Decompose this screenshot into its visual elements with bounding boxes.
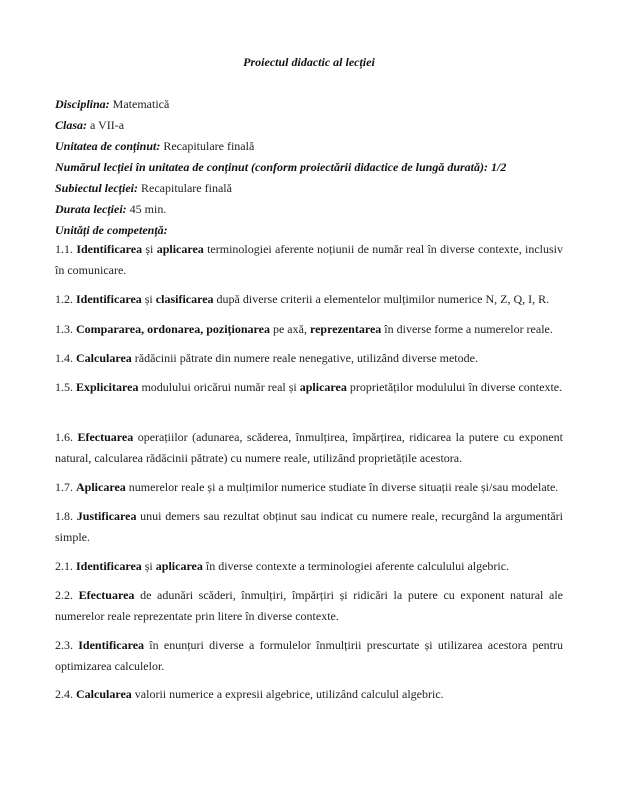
field-disciplina bbox=[55, 96, 169, 112]
competency-keyword: Identificarea bbox=[76, 559, 142, 573]
competency-text: valorii numerice a expresii algebrice, utilizând calculul algebric. bbox=[131, 687, 444, 701]
competency-keyword: Explicitarea bbox=[76, 380, 139, 394]
competency-number: 1.5. bbox=[55, 380, 76, 394]
competency-number: 2.2. bbox=[55, 588, 79, 602]
competency-keyword: Efectuarea bbox=[78, 588, 135, 602]
competency-text: proprietăților modulului în diverse contexte. bbox=[346, 380, 563, 394]
field-value: 45 min. bbox=[126, 202, 167, 216]
competency-text: și bbox=[141, 292, 156, 306]
field-label: Durata lecției: bbox=[55, 202, 127, 216]
field-label: Unități de competență: bbox=[55, 223, 168, 237]
competency-text: în diverse forme a numerelor reale. bbox=[381, 322, 553, 336]
competency-text: în diverse contexte a terminologiei aferente calculului algebric. bbox=[202, 559, 510, 573]
competency-number: 2.3. bbox=[55, 638, 79, 652]
field-numarul-lectiei bbox=[55, 159, 506, 175]
competency-keyword: Efectuarea bbox=[77, 430, 134, 444]
field-value: Matematică bbox=[109, 97, 170, 111]
competency-text: în enunțuri diverse a formulelor înmulțirii prescurtate și utilizarea acestora pentru optimizarea calculelor. bbox=[55, 638, 563, 673]
competency-item bbox=[55, 556, 563, 577]
competency-keyword: Calcularea bbox=[76, 351, 132, 365]
competency-number: 1.8. bbox=[55, 509, 77, 523]
competency-keyword: aplicarea bbox=[155, 559, 203, 573]
competency-text: numerelor reale și a mulțimilor numerice studiate în diverse situații reale și/sau modelate. bbox=[125, 480, 559, 494]
competency-item bbox=[55, 506, 563, 548]
field-durata bbox=[55, 201, 166, 217]
field-label: Numărul lecției în unitatea de conținut (conform proiectării didactice de lungă durată): 1/2 bbox=[55, 160, 507, 174]
field-unitati-competenta bbox=[55, 222, 168, 238]
competency-item bbox=[55, 239, 563, 281]
competency-text: rădăcinii pătrate din numere reale nenegative, utilizând diverse metode. bbox=[131, 351, 478, 365]
competency-keyword: aplicarea bbox=[299, 380, 347, 394]
competency-keyword: Identificarea bbox=[76, 292, 142, 306]
competency-text: de adunări scăderi, înmulțiri, împărțiri și ridicări la putere cu exponent natural ale numerelor reale reprezentate prin litere în diverse contexte. bbox=[55, 588, 564, 623]
competency-keyword: Identificarea bbox=[76, 242, 143, 256]
competency-keyword: Aplicarea bbox=[76, 480, 126, 494]
competency-number: 1.2. bbox=[55, 292, 76, 306]
competency-text: unui demers sau rezultat obținut sau indicat cu numere reale, recurgând la argumentări simple. bbox=[55, 509, 563, 544]
field-unitatea bbox=[55, 138, 254, 154]
competency-item bbox=[55, 477, 563, 498]
competency-keyword: Calcularea bbox=[76, 687, 132, 701]
competency-number: 1.4. bbox=[55, 351, 76, 365]
field-label: Unitatea de conținut: bbox=[55, 139, 161, 153]
field-label: Disciplina: bbox=[55, 97, 110, 111]
competency-number: 1.7. bbox=[55, 480, 76, 494]
competency-number: 1.3. bbox=[55, 322, 76, 336]
competency-text: terminologiei aferente noțiunii de număr real în diverse contexte, inclusiv în comunicare. bbox=[55, 242, 564, 277]
competency-text: și bbox=[141, 559, 156, 573]
competency-text: și bbox=[142, 242, 157, 256]
field-value: a VII-a bbox=[87, 118, 125, 132]
competency-text: modulului oricărui număr real și bbox=[138, 380, 300, 394]
competency-item bbox=[55, 585, 563, 627]
competency-item bbox=[55, 427, 563, 469]
competency-keyword: Justificarea bbox=[76, 509, 137, 523]
competency-item bbox=[55, 377, 563, 398]
competency-item bbox=[55, 635, 563, 677]
document-title: Proiectul didactic al lecției bbox=[243, 55, 375, 69]
competency-item bbox=[55, 319, 563, 340]
field-label: Clasa: bbox=[55, 118, 88, 132]
field-value: Recapitulare finală bbox=[138, 181, 232, 195]
competency-number: 1.6. bbox=[55, 430, 78, 444]
competency-keyword: Compararea, ordonarea, poziționarea bbox=[76, 322, 270, 336]
field-subiectul bbox=[55, 180, 232, 196]
competency-number: 1.1. bbox=[55, 242, 77, 256]
competency-text: operațiilor (adunarea, scăderea, înmulțirea, împărțirea, ridicarea la putere cu exponent natural, calcularea rădăcinii pătrate) cu numere reale, utilizând proprietățile acestora. bbox=[55, 430, 563, 465]
field-value: Recapitulare finală bbox=[160, 139, 255, 153]
competency-keyword: reprezentarea bbox=[309, 322, 382, 336]
competency-text: pe axă, bbox=[269, 322, 310, 336]
competency-number: 2.1. bbox=[55, 559, 76, 573]
competency-item bbox=[55, 348, 563, 369]
competency-item bbox=[55, 289, 563, 310]
competency-keyword: clasificarea bbox=[155, 292, 214, 306]
competency-keyword: aplicarea bbox=[156, 242, 204, 256]
competency-item bbox=[55, 684, 563, 705]
competency-keyword: Identificarea bbox=[78, 638, 145, 652]
field-label: Subiectul lecției: bbox=[55, 181, 138, 195]
competency-text: după diverse criterii a elementelor mulțimilor numerice N, Z, Q, I, R. bbox=[213, 292, 550, 306]
competency-number: 2.4. bbox=[55, 687, 76, 701]
field-clasa bbox=[55, 117, 124, 133]
